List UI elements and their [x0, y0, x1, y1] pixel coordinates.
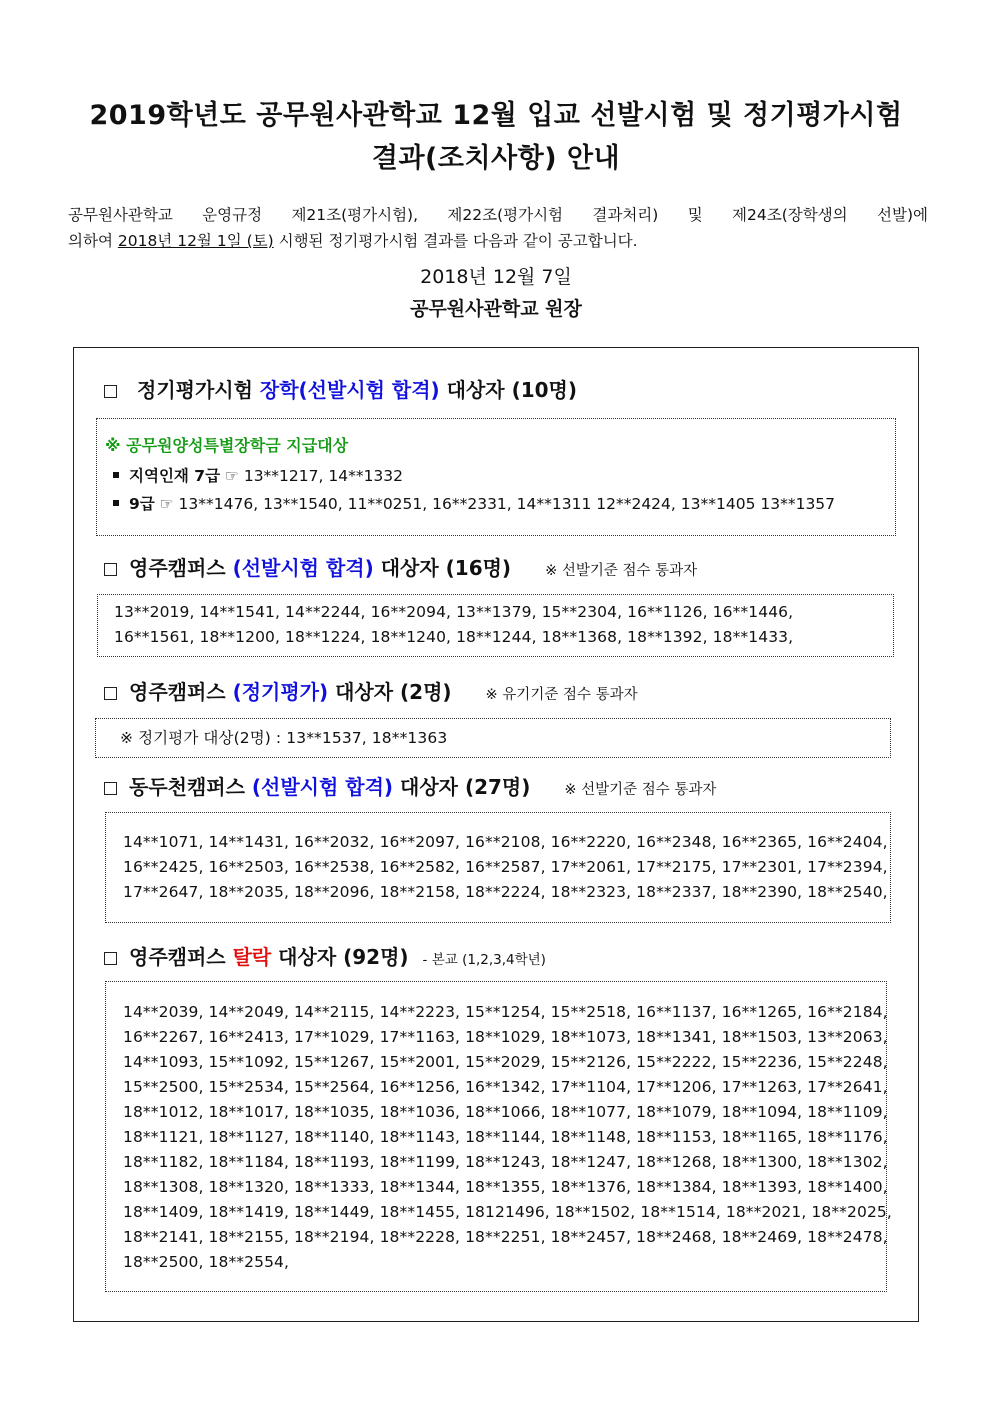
intro-line2-pre: 의하여 — [68, 232, 118, 250]
pointing-hand-icon: ☞ — [224, 467, 239, 485]
section-dongducheon-pass-heading — [104, 771, 716, 800]
id-line: 14**1071, 14**1431, 16**2032, 16**2097, 16**2108, 16**2220, 16**2348, 16**2365, 16**2404, — [123, 833, 888, 851]
section-scholarship-heading — [104, 374, 577, 403]
section-yeongju-regular-heading — [104, 676, 638, 705]
row-ids: 13**1476, 13**1540, 11**0251, 16**2331, 14**1311 12**2424, 13**1405 13**1357 — [178, 495, 836, 513]
heading-count: 대상자 (16명) — [373, 556, 512, 580]
heading-count: 대상자 (2명) — [328, 680, 452, 704]
intro-text-line2 — [68, 229, 928, 251]
row-label: 지역인재 7급 — [129, 467, 221, 485]
checkbox-square-icon — [104, 385, 117, 398]
notice-date: 2018년 12월 7일 — [420, 266, 572, 288]
id-line: 18**2141, 18**2155, 18**2194, 18**2228, 18**2251, 18**2457, 18**2468, 18**2469, 18**2478, — [123, 1228, 888, 1246]
dongducheon-pass-box — [105, 812, 891, 923]
heading-text: 영주캠퍼스 — [129, 945, 233, 969]
list-item — [105, 464, 895, 486]
section-yeongju-pass-heading — [104, 552, 697, 581]
heading-highlight: (선발시험 합격) — [251, 775, 394, 799]
id-line: 15**2500, 15**2534, 15**2564, 16**1256, 16**1342, 17**1104, 17**1206, 17**1263, 17**2641, — [123, 1078, 888, 1096]
intro-line2-post: 시행된 정기평가시험 결과를 다음과 같이 공고합니다. — [273, 232, 638, 250]
id-line: 14**2039, 14**2049, 14**2115, 14**2223, 15**1254, 15**2518, 16**1137, 16**1265, 16**2184, — [123, 1003, 888, 1021]
id-line: 14**1093, 15**1092, 15**1267, 15**2001, 15**2029, 15**2126, 15**2222, 15**2236, 15**2248, — [123, 1053, 888, 1071]
heading-count: 대상자 (92명) — [271, 945, 409, 969]
checkbox-square-icon — [104, 687, 117, 700]
checkbox-square-icon — [104, 782, 117, 795]
exam-date: 2018년 12월 1일 (토) — [117, 232, 274, 250]
heading-count: 대상자 (10명) — [439, 378, 578, 402]
id-line: 16**2425, 16**2503, 16**2538, 16**2582, 16**2587, 17**2061, 17**2175, 17**2301, 17**2394, — [123, 858, 888, 876]
section-note: ※ 유기기준 점수 통과자 — [485, 687, 638, 703]
heading-highlight: (선발시험 합격) — [232, 556, 374, 580]
document-title-line1: 2019학년도 공무원사관학교 12월 입교 선발시험 및 정기평가시험 — [89, 100, 903, 131]
id-line: 18**1409, 18**1419, 18**1449, 18**1455, 18121496, 18**1502, 18**1514, 18**2021, 18**2025, — [123, 1203, 892, 1221]
heading-highlight: 탈락 — [232, 945, 272, 969]
heading-text: 영주캠퍼스 — [129, 680, 233, 704]
id-line: 18**1308, 18**1320, 18**1333, 18**1344, 18**1355, 18**1376, 18**1384, 18**1393, 18**1400, — [123, 1178, 888, 1196]
pointing-hand-icon: ☞ — [159, 495, 174, 513]
bullet-square-icon — [113, 472, 119, 478]
document-title-line2: 결과(조치사항) 안내 — [371, 143, 621, 174]
id-line: 18**2500, 18**2554, — [123, 1253, 290, 1271]
heading-highlight: (정기평가) — [232, 680, 329, 704]
heading-text: 동두천캠퍼스 — [129, 775, 252, 799]
id-line: 16**2267, 16**2413, 17**1029, 17**1163, 18**1029, 18**1073, 18**1341, 18**1503, 13**2063, — [123, 1028, 888, 1046]
scholarship-box — [96, 418, 896, 536]
id-line: 17**2647, 18**2035, 18**2096, 18**2158, 18**2224, 18**2323, 18**2337, 18**2390, 18**2540, — [123, 883, 888, 901]
bullet-square-icon — [113, 500, 119, 506]
id-line: 18**1182, 18**1184, 18**1193, 18**1199, 18**1243, 18**1247, 18**1268, 18**1300, 18**1302, — [123, 1153, 888, 1171]
id-line: 13**2019, 14**1541, 14**2244, 16**2094, 13**1379, 15**2304, 16**1126, 16**1446, — [114, 603, 794, 621]
row-label: 9급 — [129, 495, 155, 513]
section-yeongju-dropout-heading — [104, 941, 546, 970]
yeongju-dropout-box — [105, 981, 892, 1292]
scholarship-subheading: ※ 공무원양성특별장학금 지급대상 — [105, 436, 349, 455]
checkbox-square-icon — [104, 563, 117, 576]
section-note: - 본교 (1,2,3,4학년) — [422, 952, 546, 968]
row-ids: 13**1217, 14**1332 — [243, 467, 404, 485]
section-note: ※ 선발기준 점수 통과자 — [564, 782, 717, 798]
section-note: ※ 선발기준 점수 통과자 — [545, 563, 698, 579]
heading-text: 영주캠퍼스 — [129, 556, 233, 580]
heading-text: 정기평가시험 — [137, 378, 260, 402]
id-line: 18**1121, 18**1127, 18**1140, 18**1143, 18**1144, 18**1148, 18**1153, 18**1165, 18**1176, — [123, 1128, 888, 1146]
yeongju-regular-box — [95, 718, 891, 758]
id-line: ※ 정기평가 대상(2명) : 13**1537, 18**1363 — [120, 729, 448, 747]
signatory: 공무원사관학교 원장 — [410, 298, 582, 320]
checkbox-square-icon — [104, 952, 117, 965]
yeongju-pass-box — [97, 594, 894, 657]
id-line: 18**1012, 18**1017, 18**1035, 18**1036, 18**1066, 18**1077, 18**1079, 18**1094, 18**1109, — [123, 1103, 888, 1121]
heading-count: 대상자 (27명) — [393, 775, 531, 799]
id-line: 16**1561, 18**1200, 18**1224, 18**1240, 18**1244, 18**1368, 18**1392, 18**1433, — [114, 628, 794, 646]
list-item — [105, 492, 895, 514]
intro-text-line1: 공무원사관학교 운영규정 제21조(평가시험), 제22조(평가시험 결과처리) 및 제24조(장학생의 선발)에 — [68, 206, 928, 224]
heading-highlight: 장학(선발시험 합격) — [259, 378, 440, 402]
